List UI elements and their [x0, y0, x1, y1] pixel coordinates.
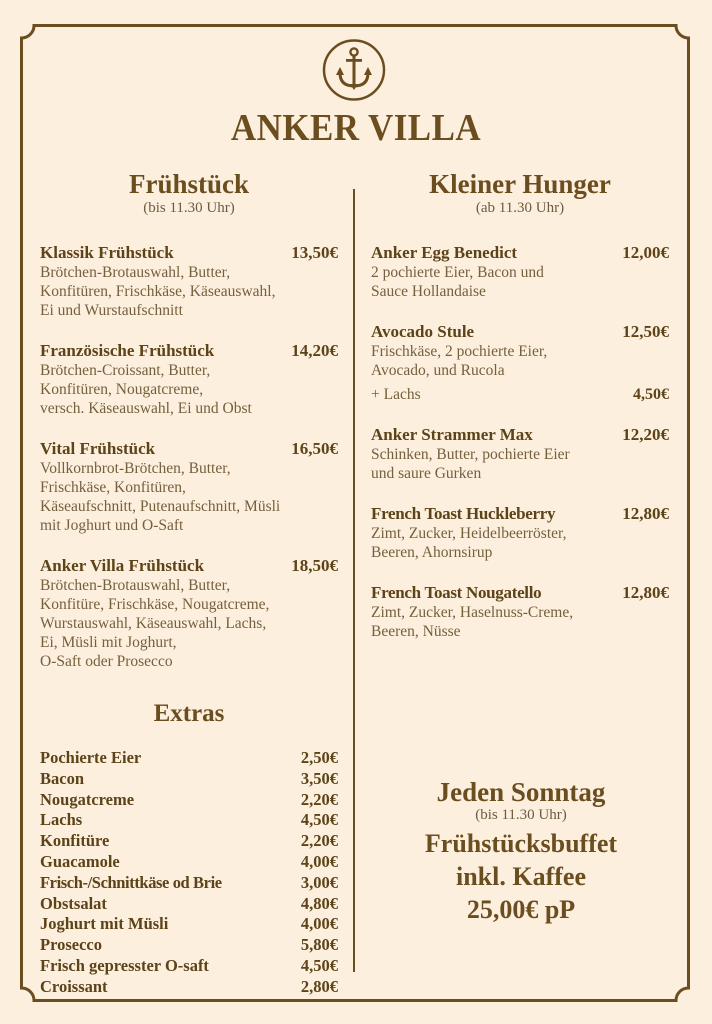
extra-price: 2,20€ [300, 831, 338, 851]
item-name: Anker Egg Benedict [371, 243, 518, 262]
item-name: Vital Frühstück [40, 439, 156, 458]
description-line: Konfitüre, Frischkäse, Nougatcreme, [40, 596, 270, 613]
item-price: 14,20€ [291, 341, 338, 360]
extra-name: Konfitüre [40, 831, 110, 851]
item-description [40, 263, 338, 320]
extra-price: 3,50€ [300, 768, 338, 788]
item-price: 16,50€ [291, 439, 338, 458]
description-line: 2 pochierte Eier, Bacon und [371, 264, 544, 281]
item-name: Avocado Stule [371, 322, 475, 341]
extra-name: Nougatcreme [40, 789, 135, 809]
menu-item [371, 322, 669, 404]
item-name: Klassik Frühstück [40, 243, 174, 262]
extra-name: Obstsalat [40, 893, 107, 913]
extra-price: 5,80€ [300, 935, 338, 955]
item-name: French Toast Huckleberry [371, 504, 556, 523]
anchor-icon [321, 38, 387, 102]
item-name: French Toast Nougatello [371, 583, 542, 602]
extra-name: Prosecco [40, 935, 102, 955]
extras-list [40, 748, 338, 998]
description-line: Ei und Wurstaufschnitt [40, 302, 183, 319]
item-description [371, 445, 669, 483]
sunday-buffet-block [371, 776, 671, 926]
description-line: und saure Gurken [371, 465, 482, 482]
description-line: Konfitüren, Frischkäse, Käseauswahl, [40, 283, 276, 300]
menu-item [40, 341, 338, 418]
extra-item [40, 790, 338, 811]
description-line: Ei, Müsli mit Joghurt, [40, 634, 177, 651]
extra-price: 2,20€ [300, 789, 338, 809]
buffet-price: 25,00€ pP [466, 895, 576, 924]
extra-price: 4,50€ [300, 955, 338, 975]
extra-item [40, 769, 338, 790]
extra-name: Lachs [40, 810, 83, 830]
extra-item [40, 810, 338, 831]
item-price: 13,50€ [291, 243, 338, 262]
extra-price: 2,80€ [300, 976, 338, 996]
item-description [40, 576, 338, 671]
item-price: 12,50€ [622, 322, 669, 341]
item-description [40, 459, 338, 535]
menu-item [40, 439, 338, 535]
extra-price: 4,00€ [300, 914, 338, 934]
extra-name: Pochierte Eier [40, 748, 142, 767]
description-line: Frischkäse, 2 pochierte Eier, [371, 343, 548, 360]
extra-item [40, 977, 338, 998]
menu-item [40, 243, 338, 320]
breakfast-heading: Frühstück [128, 169, 250, 199]
item-price: 12,80€ [622, 504, 669, 523]
extra-price: 3,00€ [300, 872, 338, 892]
description-line: Vollkornbrot-Brötchen, Butter, [40, 460, 231, 477]
extra-name: Frisch gepresster O-saft [40, 955, 209, 975]
menu-item [40, 556, 338, 671]
description-line: Zimt, Zucker, Haselnuss-Creme, [371, 604, 574, 621]
menu-item [371, 425, 669, 483]
description-line: Sauce Hollandaise [371, 283, 486, 300]
addon-label: + Lachs [371, 386, 421, 403]
item-name: Französische Frühstück [40, 341, 215, 360]
description-line: Konfitüren, Nougatcreme, [40, 381, 204, 398]
menu-item [371, 583, 669, 641]
item-price: 18,50€ [291, 556, 338, 575]
extra-item [40, 852, 338, 873]
extra-price: 2,50€ [300, 748, 338, 767]
buffet-includes: inkl. Kaffee [456, 862, 586, 891]
description-line: Schinken, Butter, pochierte Eier [371, 446, 570, 463]
buffet-title: Frühstücksbuffet [424, 829, 618, 858]
item-description [371, 263, 669, 301]
description-line: Avocado, und Rucola [371, 362, 505, 379]
restaurant-title: ANKER VILLA [230, 107, 482, 149]
light-meals-heading: Kleiner Hunger [429, 169, 611, 199]
extra-item [40, 831, 338, 852]
description-line: versch. Käseauswahl, Ei und Obst [40, 400, 252, 417]
addon-price: 4,50€ [633, 386, 669, 403]
item-description [40, 361, 338, 418]
sunday-hours: (bis 11.30 Uhr) [475, 807, 567, 823]
item-price: 12,20€ [622, 425, 669, 444]
light-meals-hours: (ab 11.30 Uhr) [475, 200, 565, 216]
extra-name: Joghurt mit Müsli [40, 914, 169, 934]
description-line: mit Joghurt und O-Saft [40, 517, 184, 534]
item-description [371, 603, 669, 641]
light-meals-column [371, 168, 669, 641]
extra-item [40, 894, 338, 915]
addon-row [371, 385, 669, 404]
extra-name: Bacon [40, 768, 85, 788]
description-line: Beeren, Nüsse [371, 623, 461, 640]
menu-item [371, 504, 669, 562]
extra-item [40, 748, 338, 769]
description-line: O-Saft oder Prosecco [40, 653, 173, 670]
description-line: Käseaufschnitt, Putenaufschnitt, Müsli [40, 498, 281, 515]
extra-price: 4,80€ [300, 893, 338, 913]
extra-name: Guacamole [40, 851, 120, 871]
description-line: Wurstauswahl, Käseauswahl, Lachs, [40, 615, 267, 632]
item-description [371, 524, 669, 562]
item-price: 12,80€ [622, 583, 669, 602]
extra-price: 4,00€ [300, 851, 338, 871]
extras-heading: Extras [153, 700, 225, 727]
description-line: Frischkäse, Konfitüren, [40, 479, 186, 496]
item-name: Anker Villa Frühstück [40, 556, 205, 575]
item-description [371, 342, 669, 380]
column-divider [353, 189, 355, 972]
item-price: 12,00€ [622, 243, 669, 262]
menu-item [371, 243, 669, 301]
description-line: Beeren, Ahornsirup [371, 544, 493, 561]
sunday-heading: Jeden Sonntag [436, 777, 606, 807]
extra-item [40, 914, 338, 935]
description-line: Brötchen-Brotauswahl, Butter, [40, 577, 231, 594]
extra-name: Croissant [40, 976, 108, 996]
breakfast-column [40, 168, 338, 998]
extra-price: 4,50€ [300, 810, 338, 830]
extra-name: Frisch-/Schnittkäse od Brie [40, 872, 222, 892]
description-line: Zimt, Zucker, Heidelbeerröster, [371, 525, 567, 542]
description-line: Brötchen-Croissant, Butter, [40, 362, 211, 379]
extra-item [40, 873, 338, 894]
description-line: Brötchen-Brotauswahl, Butter, [40, 264, 231, 281]
extra-item [40, 956, 338, 977]
extra-item [40, 935, 338, 956]
item-name: Anker Strammer Max [371, 425, 533, 444]
breakfast-hours: (bis 11.30 Uhr) [143, 200, 235, 216]
